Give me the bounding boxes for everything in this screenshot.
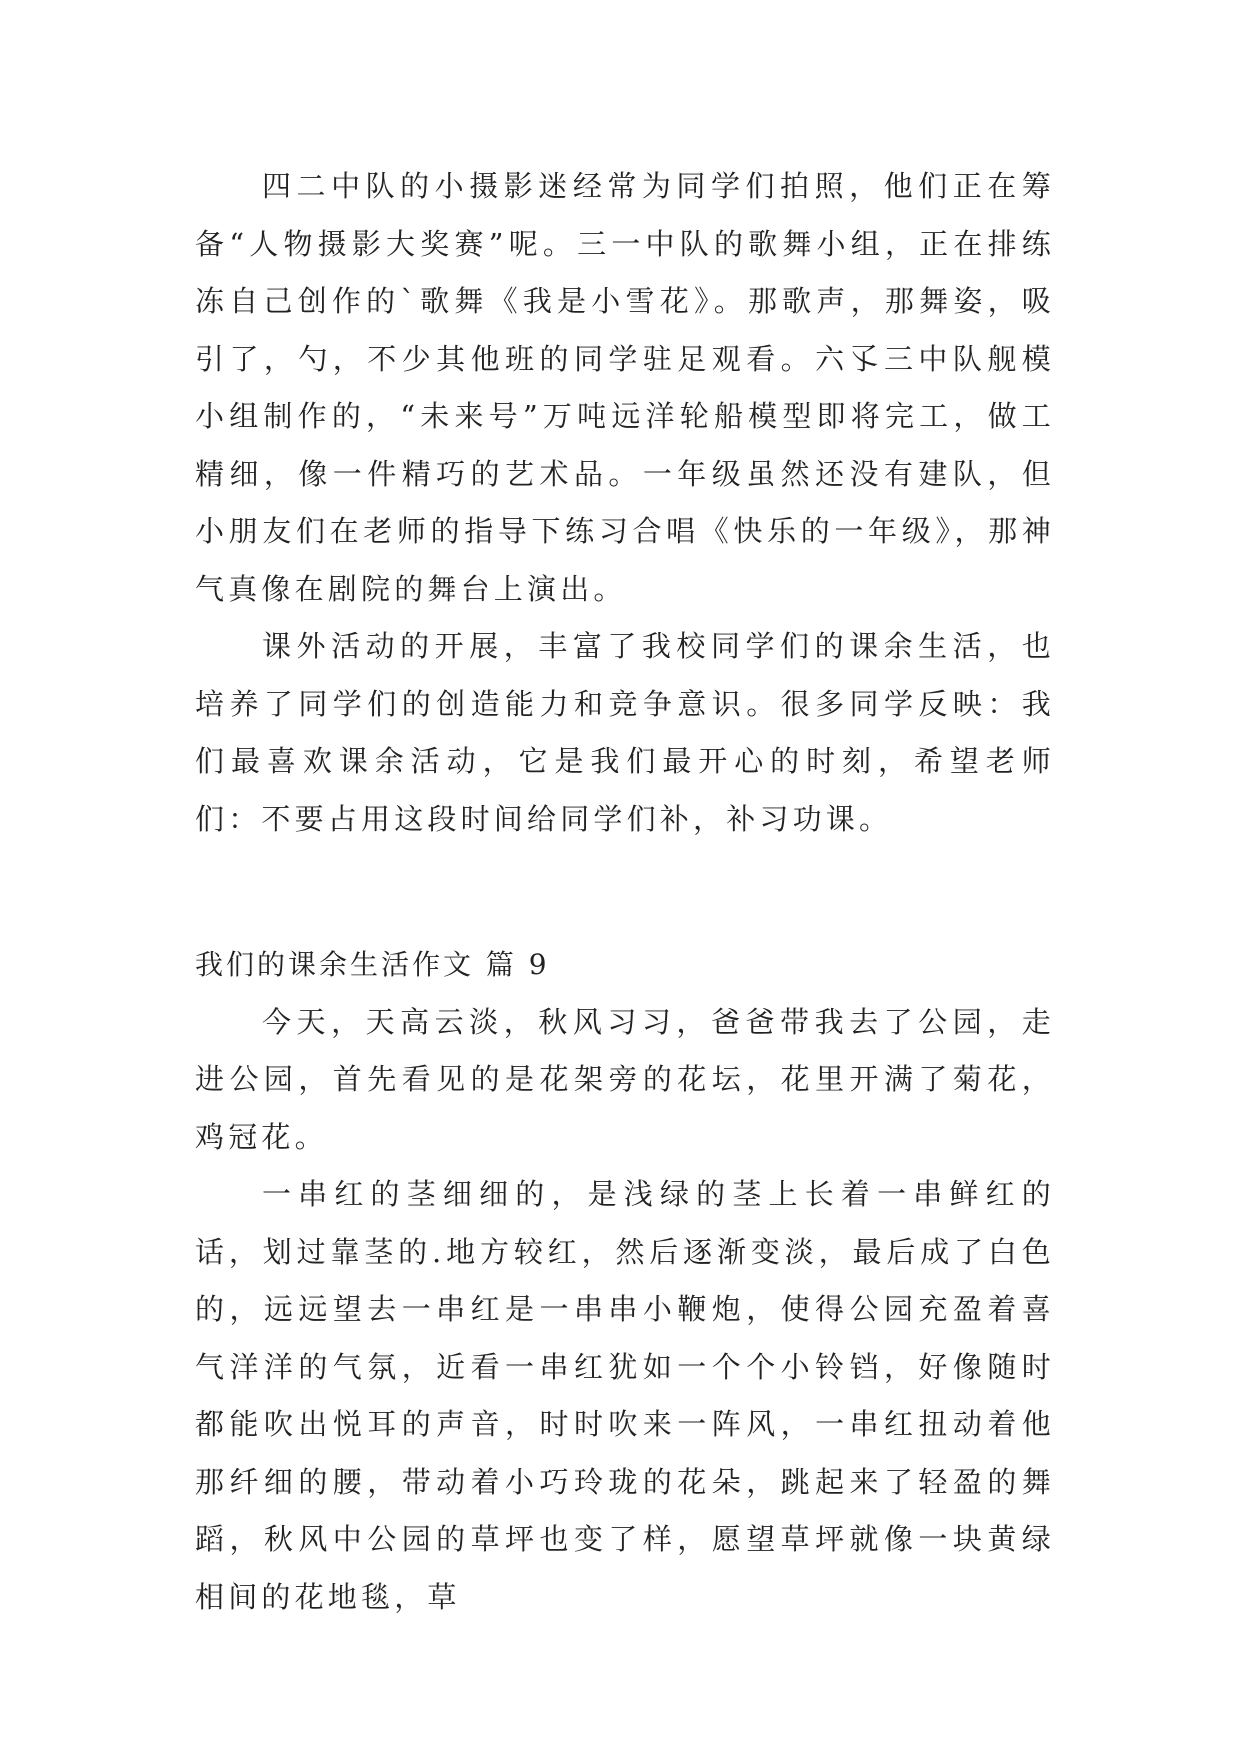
paragraph: 四二中队的小摄影迷经常为同学们拍照，他们正在筹备“人物摄影大奖赛”呢。三一中队的歌舞小组，正在排练冻自己创作的`歌舞《我是小雪花》。那歌声，那舞姿，吸引了，勺，不少其他班的同学驻足观看。六孓三中队舰模小组制作的，“未来号”万吨远洋轮船模型即将完工，做工精细，像一件精巧的艺术品。一年级虽然还没有建队，但小朋友们在老师的指导下练习合唱《快乐的一年级》，那神气真像在剧院的舞台上演出。 xyxy=(195,169,1055,606)
paragraph: 今天，天高云淡，秋风习习，爸爸带我去了公园，走进公园，首先看见的是花架旁的花坛，花里开满了菊花，鸡冠花。 xyxy=(195,1004,1055,1154)
section-heading: 我们的课余生活作文 篇 9 xyxy=(195,948,550,981)
paragraph: 课外活动的开展，丰富了我校同学们的课余生活，也培养了同学们的创造能力和竞争意识。很多同学反映：我们最喜欢课余活动，它是我们最开心的时刻，希望老师们：不要占用这段时间给同学们补，补习功课。 xyxy=(195,629,1055,836)
document-body xyxy=(195,158,1055,1626)
paragraph: 一串红的茎细细的，是浅绿的茎上长着一串鲜红的话，划过靠茎的.地方较红，然后逐渐变淡，最后成了白色的，远远望去一串红是一串串小鞭炮，使得公园充盈着喜气洋洋的气氛，近看一串红犹如一个个小铃铛，好像随时都能吹出悦耳的声音，时时吹来一阵风，一串红扭动着他那纤细的腰，带动着小巧玲珑的花朵，跳起来了轻盈的舞蹈，秋风中公园的草坪也变了样，愿望草坪就像一块黄绿相间的花地毯，草 xyxy=(195,1177,1055,1614)
